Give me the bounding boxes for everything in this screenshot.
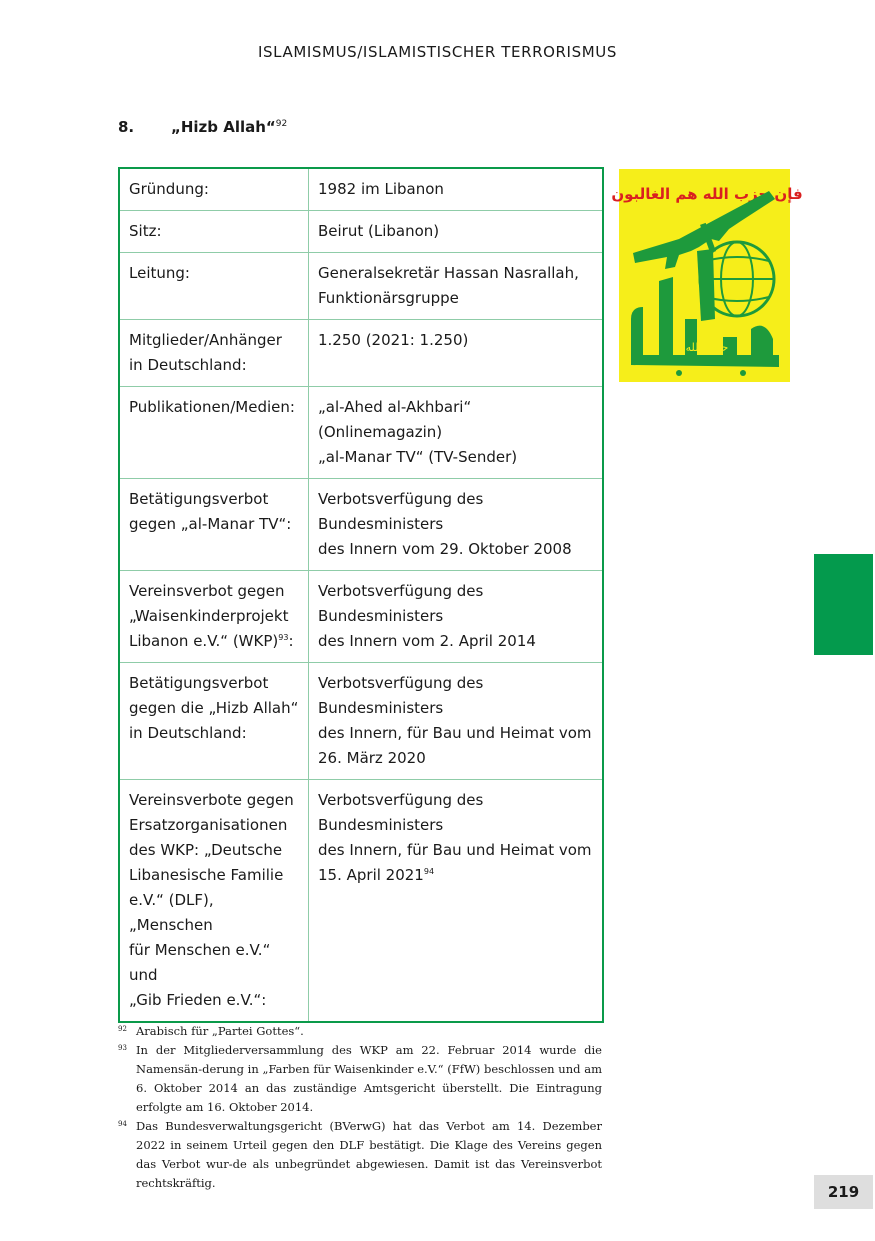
footnote-ref[interactable]: 94 bbox=[423, 867, 435, 876]
footnote-number: 94 bbox=[118, 1120, 127, 1128]
footnote bbox=[118, 1117, 602, 1193]
key-line: gegen „al-Manar TV“: bbox=[129, 515, 292, 533]
footnotes bbox=[118, 1022, 602, 1193]
key-line: „Waisenkinderprojekt bbox=[129, 607, 289, 625]
key-line: für Menschen e.V.“ und bbox=[129, 941, 271, 984]
page-number: 219 bbox=[814, 1175, 873, 1209]
section-heading bbox=[118, 118, 287, 136]
row-key bbox=[119, 780, 309, 1023]
key-line: Vereinsverbote gegen bbox=[129, 791, 294, 809]
key-line: Vereinsverbot gegen bbox=[129, 582, 285, 600]
key-line: „Gib Frieden e.V.“: bbox=[129, 991, 267, 1009]
flag-name-calligraphy: حزب الله bbox=[685, 341, 729, 354]
table-row bbox=[119, 253, 603, 320]
row-key bbox=[119, 571, 309, 663]
key-line: e.V.“ (DLF), „Menschen bbox=[129, 891, 214, 934]
value-line: Verbotsverfügung des Bundesministers bbox=[318, 674, 484, 717]
row-value bbox=[309, 387, 604, 479]
row-key: Publikationen/Medien: bbox=[119, 387, 309, 479]
footnote bbox=[118, 1022, 602, 1041]
table-row bbox=[119, 479, 603, 571]
flag-slogan: فإن حزب الله هم الغالبون bbox=[611, 185, 803, 203]
footnote-text: In der Mitgliederversammlung des WKP am 22. Februar 2014 wurde die Namensän-derung in „Farben für Waisenkinder e.V.“ (FfW) beschlossen und am 6. Oktober 2014 an das zuständige Amtsgericht überstellt. Die Eintragung erfolgte am 16. Oktober 2014. bbox=[136, 1043, 602, 1114]
row-key bbox=[119, 253, 309, 320]
key-line: gegen die „Hizb Allah“ bbox=[129, 699, 299, 717]
section-title: „Hizb Allah“ bbox=[171, 118, 276, 136]
table-row bbox=[119, 780, 603, 1023]
footnote-ref[interactable]: 92 bbox=[275, 119, 288, 129]
row-key bbox=[119, 663, 309, 780]
value-line: Generalsekretär Hassan Nasrallah, bbox=[318, 264, 579, 282]
key-suffix: : bbox=[288, 632, 294, 650]
table-row bbox=[119, 571, 603, 663]
table-row bbox=[119, 211, 603, 253]
key-line: Betätigungsverbot bbox=[129, 674, 269, 692]
table-row bbox=[119, 387, 603, 479]
row-key bbox=[119, 479, 309, 571]
value-line: Verbotsverfügung des Bundesministers bbox=[318, 490, 484, 533]
value-line: des Innern vom 2. April 2014 bbox=[318, 632, 536, 650]
row-value: Beirut (Libanon) bbox=[309, 211, 604, 253]
key-line: Betätigungsverbot bbox=[129, 490, 269, 508]
key-line: in Deutschland: bbox=[129, 724, 247, 742]
table-row bbox=[119, 320, 603, 387]
value-line: Verbotsverfügung des Bundesministers bbox=[318, 791, 484, 834]
key-line: Leitung: bbox=[129, 264, 190, 282]
running-header: ISLAMISMUS/ISLAMISTISCHER TERRORISMUS bbox=[258, 43, 617, 61]
value-line: des Innern, für Bau und Heimat vom bbox=[318, 841, 592, 859]
info-table bbox=[118, 167, 604, 1023]
value-line: des Innern, für Bau und Heimat vom bbox=[318, 724, 592, 742]
value-line: Verbotsverfügung des Bundesministers bbox=[318, 582, 484, 625]
value-line: 26. März 2020 bbox=[318, 749, 426, 767]
row-value bbox=[309, 571, 604, 663]
row-key: Sitz: bbox=[119, 211, 309, 253]
key-line: in Deutschland: bbox=[129, 356, 247, 374]
value-line: 15. April 2021 bbox=[318, 866, 424, 884]
footnote-text: Das Bundesverwaltungsgericht (BVerwG) hat das Verbot am 14. Dezember 2022 in seinem Urteil gegen den DLF bestätigt. Die Klage des Vereins gegen das Verbot wur-de als unbegründet abgewiesen. Damit ist das Vereinsverbot rechtskräftig. bbox=[136, 1119, 602, 1190]
key-line: des WKP: „Deutsche bbox=[129, 841, 283, 859]
footnote-ref[interactable]: 93 bbox=[278, 633, 289, 642]
footnote bbox=[118, 1041, 602, 1117]
footnote-number: 92 bbox=[118, 1025, 127, 1033]
key-line: Libanon e.V.“ (WKP) bbox=[129, 632, 279, 650]
footnote-number: 93 bbox=[118, 1044, 127, 1052]
row-value bbox=[309, 479, 604, 571]
key-line: Ersatzorganisationen bbox=[129, 816, 288, 834]
footnote-text: Arabisch für „Partei Gottes“. bbox=[136, 1024, 304, 1038]
row-key bbox=[119, 320, 309, 387]
chapter-tab bbox=[814, 554, 873, 655]
flag-emblem-icon bbox=[611, 169, 803, 382]
hizb-allah-flag-logo bbox=[611, 169, 803, 382]
row-key: Gründung: bbox=[119, 168, 309, 211]
value-line: Funktionärsgruppe bbox=[318, 289, 459, 307]
table-row bbox=[119, 168, 603, 211]
section-number: 8. bbox=[118, 118, 135, 136]
value-line: „al-Manar TV“ (TV-Sender) bbox=[318, 448, 518, 466]
row-value bbox=[309, 780, 604, 1023]
value-line: des Innern vom 29. Oktober 2008 bbox=[318, 540, 572, 558]
row-value bbox=[309, 253, 604, 320]
key-line: Mitglieder/Anhänger bbox=[129, 331, 282, 349]
table-row bbox=[119, 663, 603, 780]
key-line: Libanesische Familie bbox=[129, 866, 284, 884]
row-value: 1.250 (2021: 1.250) bbox=[309, 320, 604, 387]
row-value: 1982 im Libanon bbox=[309, 168, 604, 211]
row-value bbox=[309, 663, 604, 780]
value-line: „al-Ahed al-Akhbari“ (Onlinemagazin) bbox=[318, 398, 472, 441]
